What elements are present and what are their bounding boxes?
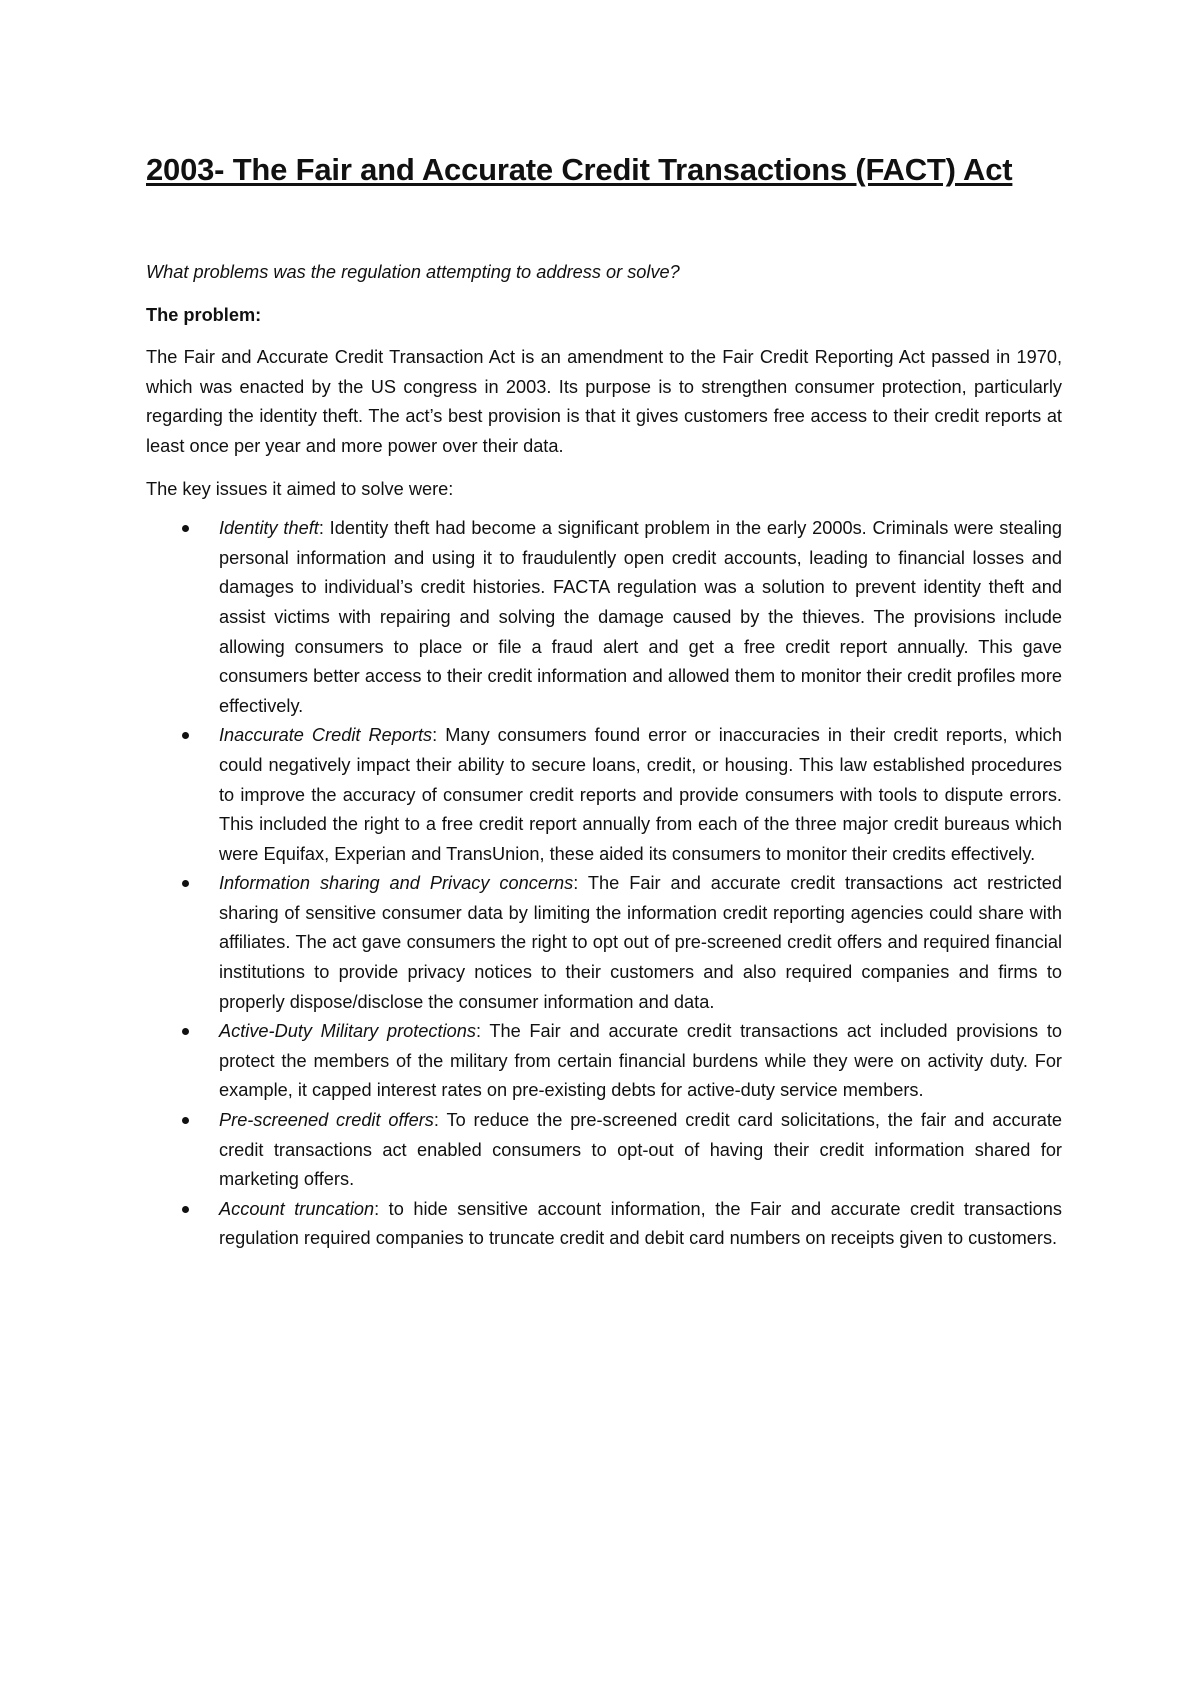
issue-term: Identity theft: [219, 518, 319, 539]
issue-term: Inaccurate Credit Reports: [219, 725, 433, 746]
key-issues-intro: The key issues it aimed to solve were:: [146, 478, 454, 499]
list-item: [146, 721, 1062, 869]
list-item: [146, 1195, 1062, 1254]
issue-term: Account truncation: [219, 1198, 375, 1219]
section-question: What problems was the regulation attempting to address or solve?: [146, 262, 680, 282]
bullet-icon: [182, 732, 189, 739]
bullet-icon: [182, 1206, 189, 1213]
bullet-icon: [182, 880, 189, 887]
issue-text: : The Fair and accurate credit transactions act restricted sharing of sensitive consumer data by limiting the information credit reporting agencies could share with affiliates. The act gave consumers the right to opt out of pre-screened credit offers and required financial institutions to provide privacy notices to their customers and also required companies and firms to properly dispose/disclose the consumer information and data.: [219, 873, 1062, 1012]
key-issues-list: [146, 514, 1062, 1254]
issue-text: : Identity theft had become a significant problem in the early 2000s. Criminals were stealing personal information and using it to fraudulently open credit accounts, leading to financial losses and damages to individual’s credit histories. FACTA regulation was a solution to prevent identity theft and assist victims with repairing and solving the damage caused by the thieves. The provisions include allowing consumers to place or file a fraud alert and get a free credit report annually. This gave consumers better access to their credit information and allowed them to monitor their credit profiles more effectively.: [219, 518, 1062, 716]
list-item: [146, 1106, 1062, 1195]
document-body: [146, 258, 1062, 1254]
document-title: 2003- The Fair and Accurate Credit Transactions (FACT) Act: [146, 152, 1013, 187]
list-item: [146, 514, 1062, 721]
bullet-icon: [182, 1028, 189, 1035]
issue-text: : To reduce the pre-screened credit card solicitations, the fair and accurate credit transactions act enabled consumers to opt-out of having their credit information shared for marketing offers.: [219, 1110, 1063, 1190]
bullet-icon: [182, 525, 189, 532]
issue-term: Active-Duty Military protections: [219, 1021, 476, 1042]
intro-paragraph: The Fair and Accurate Credit Transaction Act is an amendment to the Fair Credit Reporting Act passed in 1970, which was enacted by the US congress in 2003. Its purpose is to strengthen consumer protection, particularly regarding the identity theft. The act’s best provision is that it gives customers free access to their credit reports at least once per year and more power over their data.: [146, 347, 1062, 456]
issue-term: Information sharing and Privacy concerns: [219, 873, 574, 894]
list-item: [146, 869, 1062, 1017]
issue-text: : Many consumers found error or inaccuracies in their credit reports, which could negatively impact their ability to secure loans, credit, or housing. This law established procedures to improve the accuracy of consumer credit reports and provide consumers with tools to dispute errors. This included the right to a free credit report annually from each of the three major credit bureaus which were Equifax, Experian and TransUnion, these aided its consumers to monitor their credits effectively.: [219, 725, 1062, 864]
issue-term: Pre-screened credit offers: [219, 1110, 434, 1131]
bullet-icon: [182, 1117, 189, 1124]
issue-text: : The Fair and accurate credit transactions act included provisions to protect the members of the military from certain financial burdens while they were on activity duty. For example, it capped interest rates on pre-existing debts for active-duty service members.: [219, 1021, 1062, 1101]
issue-text: : to hide sensitive account information, the Fair and accurate credit transactions regulation required companies to truncate credit and debit card numbers on receipts given to customers.: [219, 1198, 1062, 1249]
problem-heading: The problem:: [146, 304, 262, 325]
list-item: [146, 1017, 1062, 1106]
